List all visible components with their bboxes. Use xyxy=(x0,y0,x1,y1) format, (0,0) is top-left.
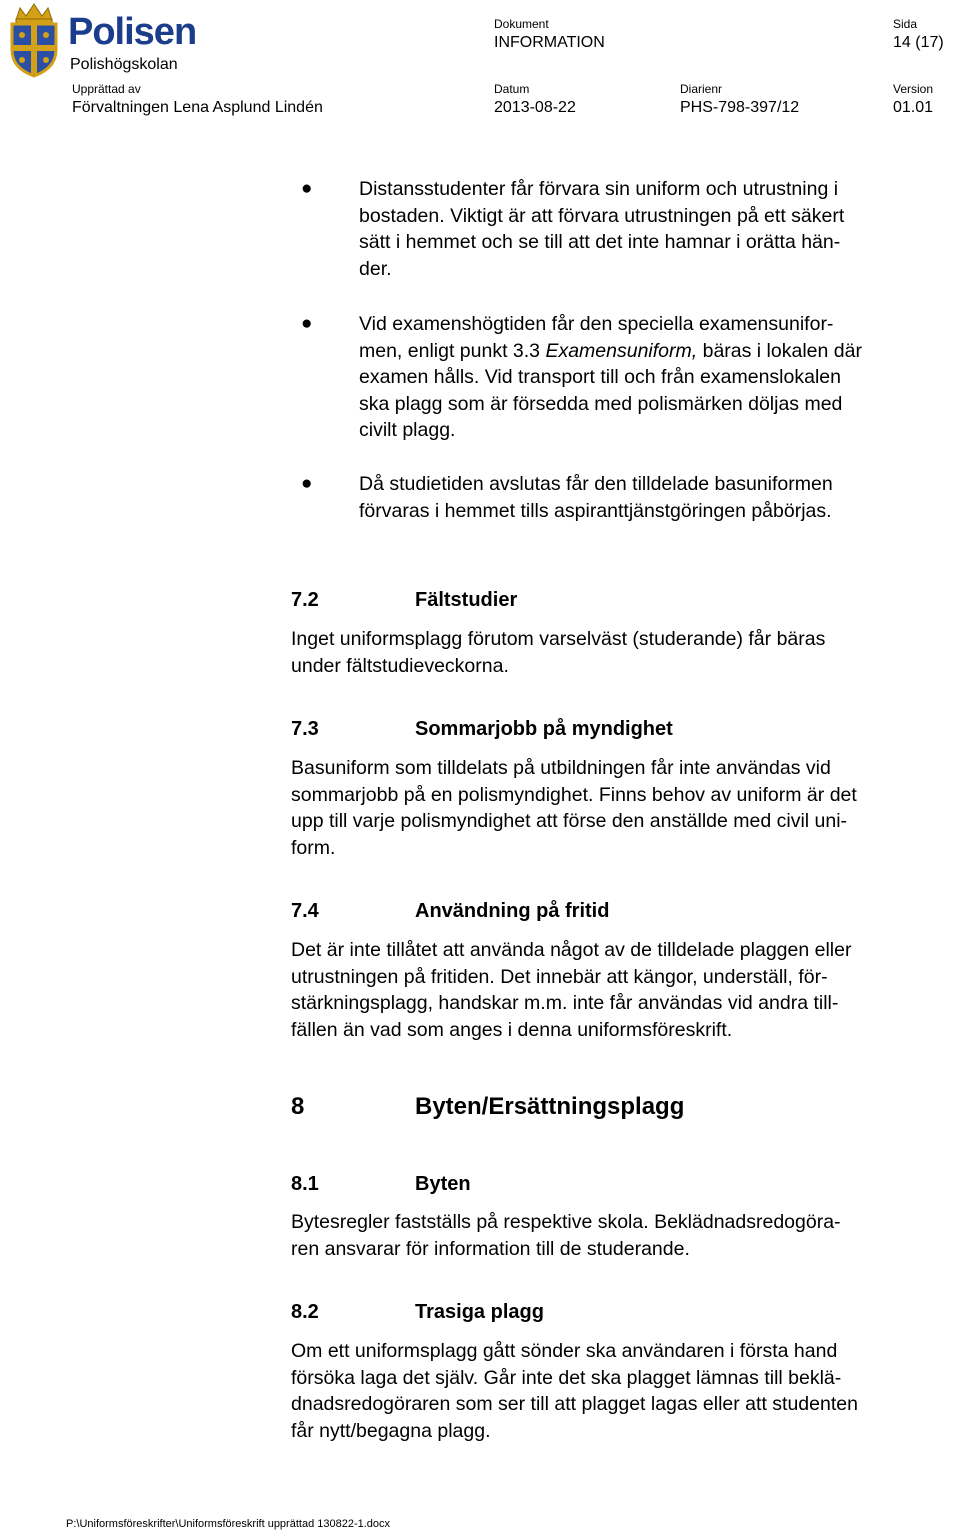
paragraph-line: Om ett uniformsplagg gått sönder ska användaren i första hand xyxy=(291,1340,838,1362)
bullet-line: bostaden. Viktigt är att förvara utrustningen på ett säkert xyxy=(359,204,845,227)
bullet-line: Då studietiden avslutas får den tilldelade basuniformen xyxy=(359,473,833,495)
section-paragraph xyxy=(291,1209,959,1262)
paragraph-line: dnadsredogöraren som ser till att plagget lagas eller att studenten xyxy=(291,1393,858,1415)
cross-reference: Examensuniform, xyxy=(545,339,698,362)
paragraph-line: får nytt/begagna plagg. xyxy=(291,1419,491,1442)
registry-label: Diarienr xyxy=(680,82,723,96)
bullet-line: examen hålls. Vid transport till och från examenslokalen xyxy=(359,366,841,388)
date-value: 2013-08-22 xyxy=(494,99,576,116)
section-paragraph xyxy=(291,755,959,861)
bullet-line xyxy=(359,338,959,365)
version-label: Version xyxy=(893,82,934,96)
paragraph-line: utrustningen på fritiden. Det innebär att kängor, underställ, för- xyxy=(291,965,828,988)
chapter-number: 8 xyxy=(291,1093,305,1120)
page-label: Sida xyxy=(893,17,918,31)
section-heading: Byten xyxy=(415,1173,471,1195)
section-paragraph xyxy=(291,1338,959,1444)
date-label: Datum xyxy=(494,82,530,96)
paragraph-line: Bytesregler fastställs på respektive skola. Beklädnadsredogöra- xyxy=(291,1211,841,1233)
paragraph-line: ren ansvarar för information till de studerande. xyxy=(291,1237,690,1260)
brand-wordmark: Polisen xyxy=(68,11,197,53)
paragraph-line: försöka laga det själv. Går inte det ska plagget lämnas till beklä- xyxy=(291,1366,842,1389)
bullet-line: ska plagg som är försedda med polismärken döljas med xyxy=(359,392,843,415)
section-number: 8.1 xyxy=(291,1173,319,1195)
paragraph-line: form. xyxy=(291,836,336,859)
bullet-line: förvaras i hemmet tills aspiranttjänstgöringen påbörjas. xyxy=(359,499,832,522)
bullet-icon: ● xyxy=(301,178,313,199)
section-paragraph xyxy=(291,626,959,679)
version-value: 01.01 xyxy=(893,99,934,116)
section-heading: Användning på fritid xyxy=(415,900,610,922)
paragraph-line: stärkningsplagg, handskar m.m. inte får användas vid andra till- xyxy=(291,992,839,1014)
section-number: 7.3 xyxy=(291,718,319,740)
paragraph-line: sommarjobb på en polismyndighet. Finns behov av uniform är det xyxy=(291,783,857,806)
paragraph-line: Inget uniformsplagg förutom varselväst (studerande) får bäras xyxy=(291,628,826,650)
page-value: 14 (17) xyxy=(893,34,944,51)
section-number: 7.2 xyxy=(291,589,319,611)
bullet-line-part: men, enligt punkt 3.3 xyxy=(359,339,546,362)
bullet-icon: ● xyxy=(301,313,313,334)
section-heading: Trasiga plagg xyxy=(415,1301,544,1323)
author-value: Förvaltningen Lena Asplund Lindén xyxy=(72,99,323,116)
section-number: 8.2 xyxy=(291,1301,319,1323)
paragraph-line: Basuniform som tilldelats på utbildningen får inte användas vid xyxy=(291,757,831,779)
bullet-line: civilt plagg. xyxy=(359,419,456,441)
bullet-line: sätt i hemmet och se till att det inte hamnar i orätta hän- xyxy=(359,231,841,253)
bullet-line: der. xyxy=(359,257,392,280)
paragraph-line: fällen än vad som anges i denna uniformsföreskrift. xyxy=(291,1018,733,1041)
bullet-line: Vid examenshögtiden får den speciella examensunifor- xyxy=(359,313,834,335)
police-crest-logo xyxy=(4,2,64,78)
footer-file-path: P:\Uniformsföreskrifter\Uniformsföreskrift upprättad 130822-1.docx xyxy=(66,1518,391,1530)
bullet-icon: ● xyxy=(301,473,313,494)
document-value: INFORMATION xyxy=(494,34,605,51)
section-number: 7.4 xyxy=(291,900,319,922)
chapter-heading: Byten/Ersättningsplagg xyxy=(415,1093,685,1120)
section-paragraph xyxy=(291,937,959,1043)
document-label: Dokument xyxy=(494,17,549,31)
paragraph-line: Det är inte tillåtet att använda något av de tilldelade plaggen eller xyxy=(291,939,852,961)
registry-value: PHS-798-397/12 xyxy=(680,99,800,116)
section-heading: Sommarjobb på myndighet xyxy=(415,718,673,740)
paragraph-line: under fältstudieveckorna. xyxy=(291,654,509,677)
author-label: Upprättad av xyxy=(72,82,141,96)
section-heading: Fältstudier xyxy=(415,589,518,611)
paragraph-line: upp till varje polismyndighet att förse den anställde med civil uni- xyxy=(291,810,848,832)
bullet-line-part: bäras i lokalen där xyxy=(697,339,862,362)
bullet-line: Distansstudenter får förvara sin uniform och utrustning i xyxy=(359,178,839,200)
org-name: Polishögskolan xyxy=(70,56,178,73)
